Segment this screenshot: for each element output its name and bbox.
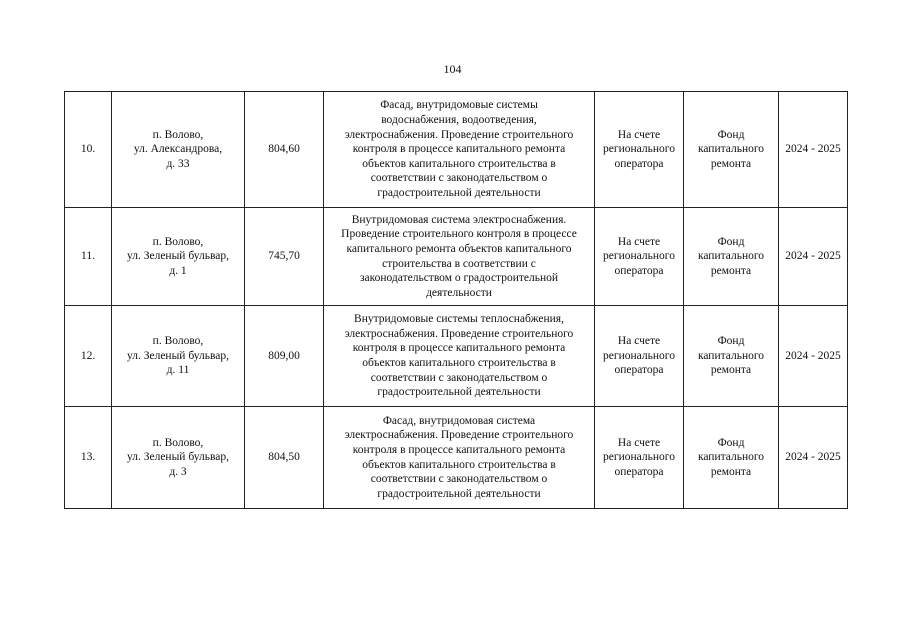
account-cell bbox=[595, 208, 684, 306]
account-line: регионального bbox=[603, 143, 675, 156]
row-number: 12. bbox=[65, 306, 112, 407]
table-row bbox=[65, 92, 848, 208]
description-line: соответствии с законодательством о bbox=[370, 371, 548, 384]
table-row bbox=[65, 208, 848, 306]
description-line: капитального ремонта объектов капитального bbox=[346, 242, 572, 255]
account-cell bbox=[595, 306, 684, 407]
description-line: строительства в соответствии с bbox=[382, 257, 536, 270]
address-line: д. 3 bbox=[169, 465, 187, 478]
period-cell: 2024 - 2025 bbox=[779, 306, 848, 407]
address-cell bbox=[112, 306, 245, 407]
account-cell bbox=[595, 407, 684, 509]
description-line: Внутридомовая система электроснабжения. bbox=[351, 213, 567, 226]
account-line: оператора bbox=[614, 465, 664, 478]
work-description-cell bbox=[324, 92, 595, 208]
address-line: д. 11 bbox=[166, 364, 190, 377]
account-line: На счете bbox=[617, 436, 661, 449]
table-row bbox=[65, 407, 848, 509]
work-description-cell bbox=[324, 306, 595, 407]
funding-source-cell bbox=[684, 306, 779, 407]
funding-source-cell bbox=[684, 92, 779, 208]
source-line: Фонд bbox=[717, 335, 745, 348]
account-line: оператора bbox=[614, 364, 664, 377]
description-line: Проведение строительного контроля в процессе bbox=[341, 228, 577, 241]
source-line: ремонта bbox=[710, 157, 752, 170]
period-cell: 2024 - 2025 bbox=[779, 92, 848, 208]
source-line: ремонта bbox=[710, 364, 752, 377]
row-number: 11. bbox=[65, 208, 112, 306]
source-line: капитального bbox=[697, 349, 765, 362]
work-description-cell bbox=[324, 407, 595, 509]
description-line: электроснабжения. Проведение строительного bbox=[344, 128, 574, 141]
source-line: капитального bbox=[697, 451, 765, 464]
address-line: ул. Зеленый бульвар, bbox=[126, 250, 229, 263]
account-cell bbox=[595, 92, 684, 208]
amount-cell: 804,50 bbox=[245, 407, 324, 509]
account-line: оператора bbox=[614, 157, 664, 170]
row-number: 13. bbox=[65, 407, 112, 509]
row-number: 10. bbox=[65, 92, 112, 208]
account-line: На счете bbox=[617, 235, 661, 248]
source-line: ремонта bbox=[710, 264, 752, 277]
funding-source-cell bbox=[684, 407, 779, 509]
table-row bbox=[65, 306, 848, 407]
description-line: электроснабжения. Проведение строительного bbox=[344, 429, 574, 442]
capital-repair-table bbox=[64, 91, 848, 509]
period-cell: 2024 - 2025 bbox=[779, 407, 848, 509]
account-line: На счете bbox=[617, 335, 661, 348]
amount-cell: 745,70 bbox=[245, 208, 324, 306]
amount-cell: 804,60 bbox=[245, 92, 324, 208]
description-line: законодательством о градостроительной bbox=[359, 272, 559, 285]
address-line: ул. Зеленый бульвар, bbox=[126, 451, 229, 464]
source-line: Фонд bbox=[717, 128, 745, 141]
description-line: объектов капитального строительства в bbox=[362, 458, 556, 471]
description-line: объектов капитального строительства в bbox=[362, 357, 556, 369]
description-line: электроснабжения. Проведение строительного bbox=[344, 327, 574, 340]
description-line: градостроительной деятельности bbox=[377, 186, 541, 199]
description-line: градостроительной деятельности bbox=[377, 487, 541, 500]
address-line: п. Волово, bbox=[152, 235, 204, 248]
work-description-cell bbox=[324, 208, 595, 306]
description-line: объектов капитального строительства в bbox=[362, 157, 556, 170]
description-line: Внутридомовые системы теплоснабжения, bbox=[354, 313, 564, 326]
account-line: регионального bbox=[603, 451, 675, 464]
address-line: п. Волово, bbox=[152, 335, 204, 348]
period-cell: 2024 - 2025 bbox=[779, 208, 848, 306]
account-line: На счете bbox=[617, 128, 661, 141]
source-line: капитального bbox=[697, 143, 765, 156]
address-line: д. 1 bbox=[169, 264, 187, 277]
address-line: ул. Зеленый бульвар, bbox=[126, 349, 229, 362]
description-line: контроля в процессе капитального ремонта bbox=[352, 342, 566, 355]
description-line: соответствии с законодательством о bbox=[370, 473, 548, 486]
address-cell bbox=[112, 407, 245, 509]
account-line: оператора bbox=[614, 264, 664, 277]
account-line: регионального bbox=[603, 250, 675, 263]
description-line: градостроительной деятельности bbox=[377, 386, 541, 399]
account-line: регионального bbox=[603, 349, 675, 362]
description-line: деятельности bbox=[426, 286, 492, 299]
source-line: капитального bbox=[697, 250, 765, 263]
address-line: д. 33 bbox=[166, 157, 190, 170]
description-line: Фасад, внутридомовая система bbox=[382, 414, 536, 427]
address-line: ул. Александрова, bbox=[133, 143, 223, 156]
source-line: Фонд bbox=[717, 235, 745, 248]
description-line: водоснабжения, водоотведения, bbox=[381, 114, 537, 127]
source-line: ремонта bbox=[710, 465, 752, 478]
address-cell bbox=[112, 92, 245, 208]
description-line: контроля в процессе капитального ремонта bbox=[352, 443, 566, 456]
amount-cell: 809,00 bbox=[245, 306, 324, 407]
address-line: п. Волово, bbox=[152, 436, 204, 449]
description-line: Фасад, внутридомовые системы bbox=[380, 99, 538, 112]
source-line: Фонд bbox=[717, 436, 745, 449]
description-line: соответствии с законодательством о bbox=[370, 172, 548, 185]
address-line: п. Волово, bbox=[152, 128, 204, 141]
page-number: 104 bbox=[443, 62, 462, 76]
address-cell bbox=[112, 208, 245, 306]
funding-source-cell bbox=[684, 208, 779, 306]
description-line: контроля в процессе капитального ремонта bbox=[352, 143, 566, 156]
